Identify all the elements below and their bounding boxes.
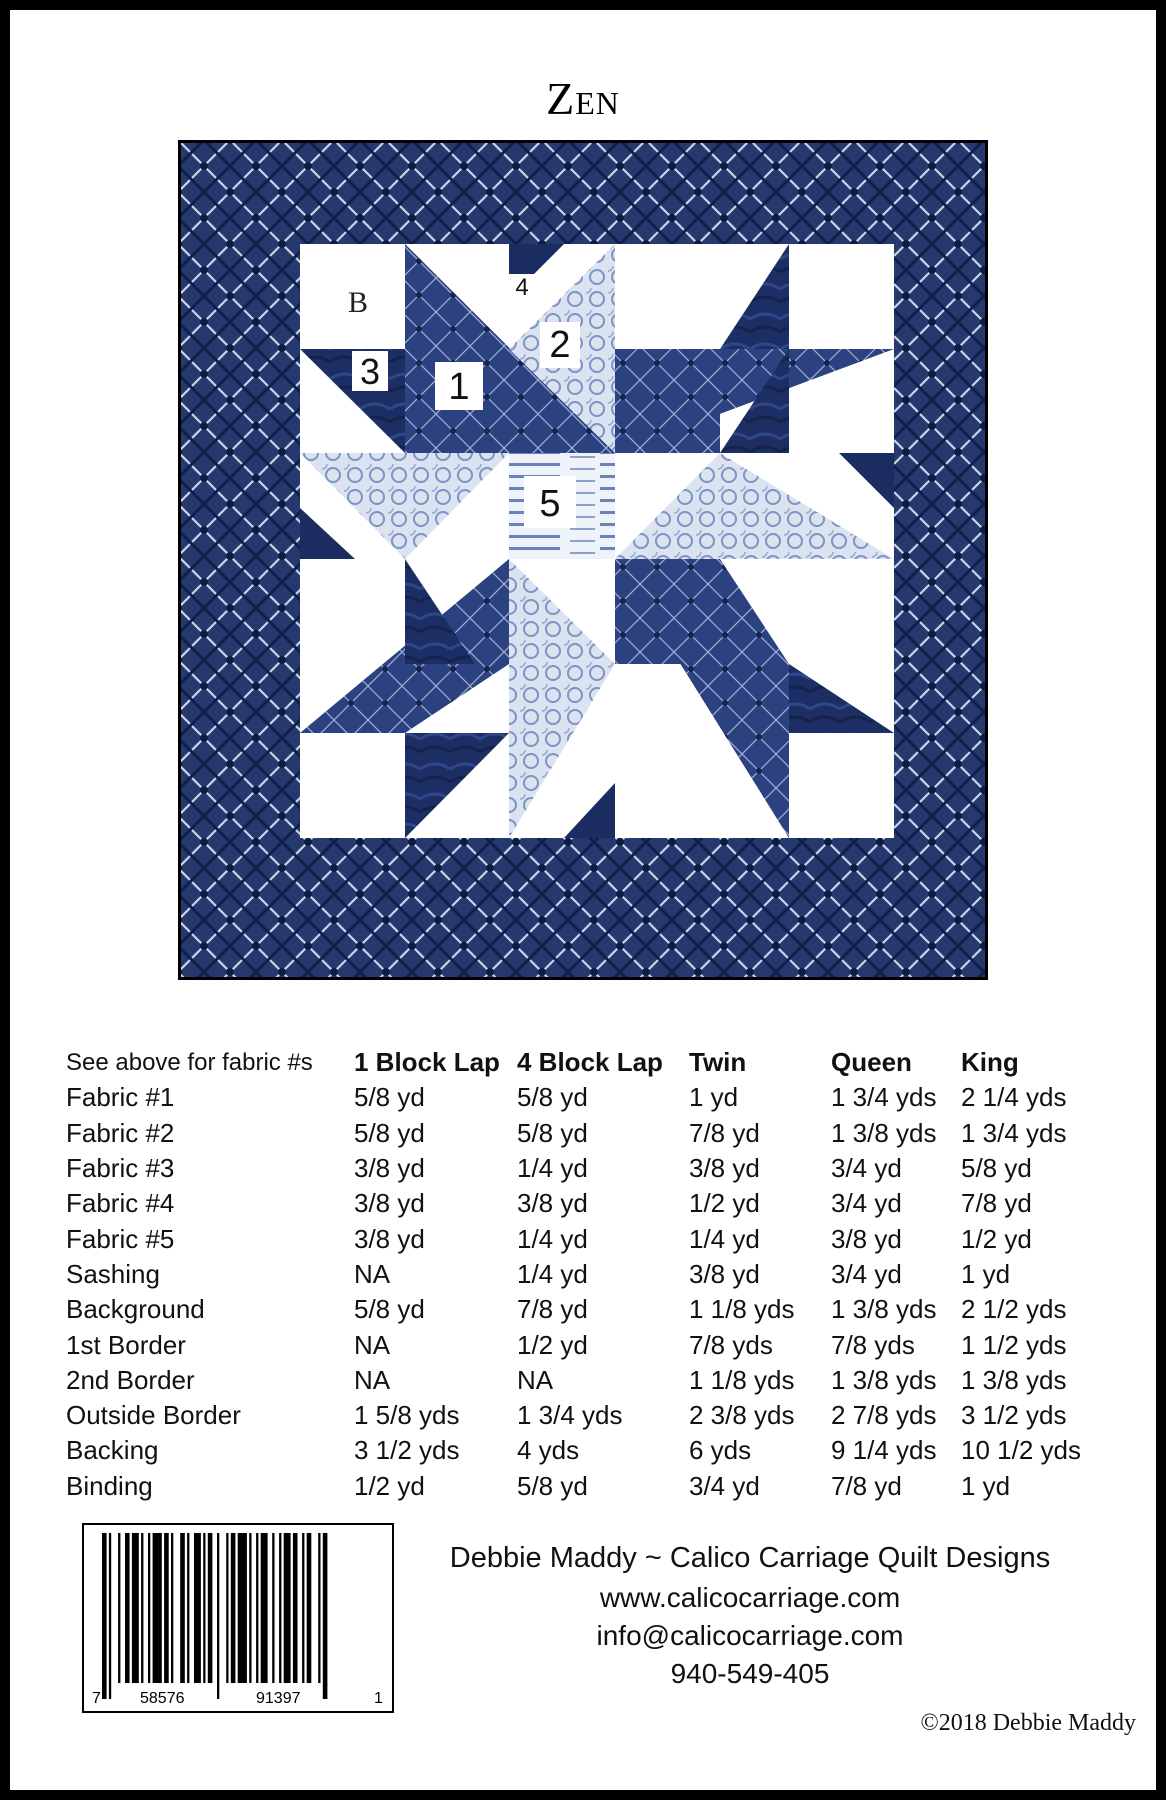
- yardage-value: 3/8 yd: [689, 1153, 760, 1184]
- barcode-bar: [272, 1533, 274, 1683]
- yardage-value: 1/4 yd: [517, 1258, 588, 1289]
- yardage-value: 3/8 yd: [354, 1153, 425, 1184]
- yardage-value: 1 3/8 yds: [831, 1364, 937, 1395]
- material-name: Backing: [66, 1435, 159, 1466]
- quilt-diagram: [178, 140, 988, 980]
- yardage-value: 7/8 yd: [961, 1188, 1032, 1219]
- barcode-bar: [307, 1533, 312, 1683]
- material-name: Binding: [66, 1470, 153, 1501]
- label-2-text: 2: [549, 324, 571, 366]
- barcode-bar: [261, 1533, 268, 1683]
- yardage-row: [66, 1116, 1111, 1151]
- yardage-value: 1 1/8 yds: [689, 1294, 795, 1325]
- designer-company: Debbie Maddy ~ Calico Carriage Quilt Designs: [449, 1542, 1051, 1574]
- yardage-value: 5/8 yd: [354, 1082, 425, 1113]
- barcode-bar: [323, 1533, 328, 1699]
- yardage-value: 6 yds: [689, 1435, 752, 1466]
- yardage-value: 2 7/8 yds: [831, 1400, 937, 1431]
- barcode-bar: [109, 1533, 111, 1699]
- barcode-bar: [171, 1533, 173, 1683]
- barcode-bar: [302, 1533, 304, 1683]
- barcode-digit-group: 7: [92, 1690, 101, 1707]
- material-name: Fabric #4: [66, 1188, 175, 1219]
- yardage-value: 7/8 yd: [517, 1294, 588, 1325]
- yardage-value: 1/2 yd: [689, 1188, 760, 1219]
- material-name: 2nd Border: [66, 1364, 195, 1395]
- yardage-value: 5/8 yd: [961, 1153, 1032, 1184]
- yardage-value: 1/4 yd: [517, 1223, 588, 1254]
- yardage-value: 1/4 yd: [517, 1153, 588, 1184]
- yardage-value: 3 1/2 yds: [354, 1435, 460, 1466]
- yardage-row: [66, 1398, 1111, 1433]
- yardage-row: [66, 1186, 1111, 1221]
- yardage-value: 3/8 yd: [689, 1258, 760, 1289]
- barcode-bar: [256, 1533, 258, 1683]
- yardage-value: 3/8 yd: [831, 1223, 902, 1254]
- yardage-row: [66, 1469, 1111, 1504]
- header-size: 1 Block Lap: [354, 1047, 500, 1078]
- yardage-value: 1 3/8 yds: [961, 1364, 1067, 1395]
- yardage-value: 1 1/8 yds: [689, 1364, 795, 1395]
- copyright-notice: ©2018 Debbie Maddy: [920, 1710, 1136, 1736]
- yardage-value: 1 3/4 yds: [961, 1117, 1067, 1148]
- yardage-value: 3/8 yd: [354, 1223, 425, 1254]
- barcode-bar: [125, 1533, 130, 1683]
- barcode-graphic: [84, 1525, 392, 1711]
- label-2: [540, 322, 580, 368]
- star-block: [300, 244, 894, 838]
- pattern-back-cover: [10, 10, 1156, 1790]
- material-name: Fabric #3: [66, 1153, 175, 1184]
- yardage-value: NA: [354, 1329, 391, 1360]
- yardage-value: 5/8 yd: [517, 1082, 588, 1113]
- barcode-bar: [238, 1533, 247, 1683]
- email-link[interactable]: info@calicocarriage.com: [596, 1620, 904, 1651]
- yardage-value: 1 3/8 yds: [831, 1117, 937, 1148]
- barcode-bar: [132, 1533, 139, 1683]
- yardage-value: 3/8 yd: [354, 1188, 425, 1219]
- yardage-value: 5/8 yd: [517, 1117, 588, 1148]
- material-name: Fabric #5: [66, 1223, 175, 1254]
- barcode-bar: [208, 1533, 213, 1683]
- label-4: [509, 274, 535, 301]
- yardage-row: [66, 1080, 1111, 1115]
- yardage-value: 2 1/4 yds: [961, 1082, 1067, 1113]
- yardage-value: NA: [354, 1258, 391, 1289]
- barcode-bar: [102, 1533, 107, 1699]
- barcode-bar: [153, 1533, 162, 1683]
- label-5-text: 5: [539, 483, 561, 525]
- yardage-body: [66, 1080, 1111, 1504]
- barcode-bar: [226, 1533, 228, 1683]
- barcode-bar: [141, 1533, 143, 1683]
- yardage-row: [66, 1363, 1111, 1398]
- yardage-value: 2 1/2 yds: [961, 1294, 1067, 1325]
- yardage-value: 5/8 yd: [354, 1117, 425, 1148]
- yardage-value: 4 yds: [517, 1435, 580, 1466]
- material-name: Background: [66, 1294, 205, 1325]
- yardage-value: 3/4 yd: [831, 1258, 902, 1289]
- barcode-bar: [279, 1533, 281, 1683]
- yardage-header-row: [66, 1045, 1111, 1080]
- pattern-title: Zen: [546, 73, 620, 124]
- yardage-value: 7/8 yds: [831, 1329, 915, 1360]
- barcode-bar: [284, 1533, 291, 1683]
- yardage-value: 7/8 yd: [831, 1470, 902, 1501]
- label-1-text: 1: [448, 366, 470, 408]
- barcode-bar: [194, 1533, 201, 1683]
- header-label: See above for fabric #s: [66, 1048, 313, 1076]
- yardage-value: 3/4 yd: [831, 1188, 902, 1219]
- label-1: [435, 362, 483, 410]
- yardage-value: 1/2 yd: [517, 1329, 588, 1360]
- barcode-bar: [118, 1533, 120, 1683]
- website-link[interactable]: www.calicocarriage.com: [599, 1582, 901, 1613]
- phone-number: 940-549-405: [670, 1658, 830, 1689]
- yardage-table: [66, 1045, 1111, 1504]
- yardage-value: 3 1/2 yds: [961, 1400, 1067, 1431]
- yardage-value: 1 3/8 yds: [831, 1294, 937, 1325]
- material-name: Sashing: [66, 1258, 160, 1289]
- yardage-value: NA: [517, 1364, 554, 1395]
- label-4-text: 4: [515, 274, 529, 301]
- barcode-digit-group: 1: [374, 1690, 383, 1707]
- yardage-value: 7/8 yd: [689, 1117, 760, 1148]
- yardage-value: 1 yd: [689, 1082, 739, 1113]
- label-5: [524, 476, 576, 528]
- yardage-value: 7/8 yds: [689, 1329, 773, 1360]
- yardage-value: 3/4 yd: [689, 1470, 760, 1501]
- barcode-bar: [187, 1533, 189, 1683]
- yardage-row: [66, 1151, 1111, 1186]
- material-name: Outside Border: [66, 1400, 241, 1431]
- yardage-value: 1/2 yd: [961, 1223, 1032, 1254]
- yardage-value: 5/8 yd: [517, 1470, 588, 1501]
- barcode-bar: [318, 1533, 320, 1683]
- yardage-value: NA: [354, 1364, 391, 1395]
- barcode-bar: [217, 1533, 219, 1699]
- barcode-bar: [203, 1533, 205, 1683]
- yardage-row: [66, 1327, 1111, 1362]
- header-size: Queen: [831, 1047, 912, 1078]
- barcode-bar: [164, 1533, 169, 1683]
- material-name: Fabric #2: [66, 1117, 175, 1148]
- header-size: King: [961, 1047, 1019, 1078]
- yardage-value: 2 3/8 yds: [689, 1400, 795, 1431]
- yardage-value: 1 1/2 yds: [961, 1329, 1067, 1360]
- barcode-bar: [180, 1533, 185, 1683]
- barcode: [82, 1523, 394, 1713]
- yardage-row: [66, 1433, 1111, 1468]
- header-size: Twin: [689, 1047, 747, 1078]
- barcode-bar: [231, 1533, 236, 1683]
- barcode-bar: [148, 1533, 150, 1683]
- label-b-text: B: [348, 286, 369, 319]
- yardage-row: [66, 1257, 1111, 1292]
- yardage-value: 3/4 yd: [831, 1153, 902, 1184]
- yardage-value: 5/8 yd: [354, 1294, 425, 1325]
- yardage-value: 10 1/2 yds: [961, 1435, 1081, 1466]
- yardage-value: 3/8 yd: [517, 1188, 588, 1219]
- label-b: [348, 286, 368, 319]
- label-3: [352, 351, 388, 392]
- barcode-bar: [249, 1533, 251, 1683]
- barcode-digit-group: 58576: [140, 1690, 185, 1707]
- header-size: 4 Block Lap: [517, 1047, 663, 1078]
- yardage-value: 1 yd: [961, 1470, 1011, 1501]
- yardage-value: 1 yd: [961, 1258, 1011, 1289]
- barcode-bar: [293, 1533, 298, 1683]
- quilt-illustration: [178, 140, 988, 980]
- yardage-row: [66, 1292, 1111, 1327]
- yardage-value: 1 3/4 yds: [517, 1400, 623, 1431]
- label-3-text: 3: [359, 351, 381, 392]
- yardage-value: 1 5/8 yds: [354, 1400, 460, 1431]
- yardage-value: 1 3/4 yds: [831, 1082, 937, 1113]
- material-name: Fabric #1: [66, 1082, 175, 1113]
- yardage-value: 1/2 yd: [354, 1470, 425, 1501]
- yardage-row: [66, 1221, 1111, 1256]
- barcode-digit-group: 91397: [256, 1690, 301, 1707]
- material-name: 1st Border: [66, 1329, 186, 1360]
- yardage-value: 9 1/4 yds: [831, 1435, 937, 1466]
- yardage-value: 1/4 yd: [689, 1223, 760, 1254]
